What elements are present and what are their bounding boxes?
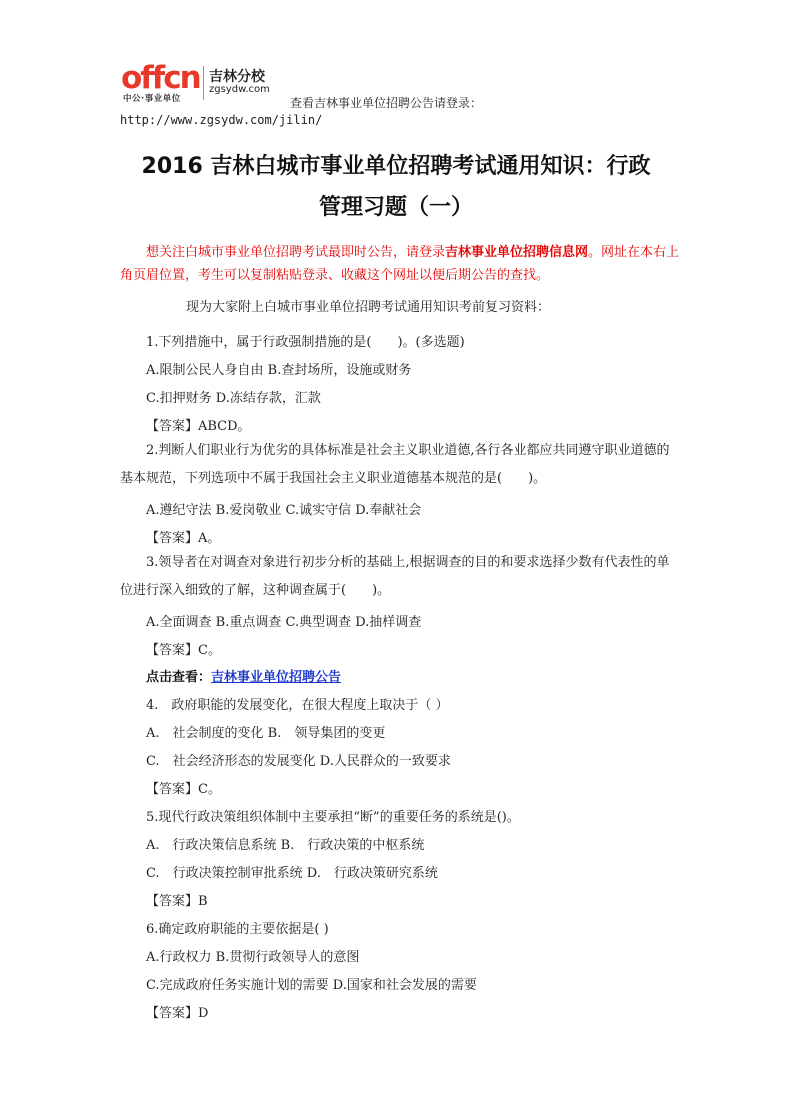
- q2-text: 2.判断人们职业行为优劣的具体标准是社会主义职业道德,各行各业都应共同遵守职业道德的基本规范，下列选项中不属于我国社会主义职业道德基本规范的是( )。: [120, 443, 670, 486]
- q3-options: A.全面调查 B.重点调查 C.典型调查 D.抽样调查: [146, 615, 422, 630]
- q6-options-a: A.行政权力 B.贯彻行政领导人的意图: [146, 950, 360, 965]
- q4-text: 4. 政府职能的发展变化，在很大程度上取决于（ ）: [146, 698, 449, 713]
- q2-answer: 【答案】A。: [146, 531, 221, 546]
- q1-options-b: C.扣押财务 D.冻结存款，汇款: [146, 391, 321, 406]
- q6-options-b: C.完成政府任务实施计划的需要 D.国家和社会发展的需要: [146, 978, 477, 993]
- q6-text: 6.确定政府职能的主要依据是( ): [146, 922, 329, 937]
- link-lead: [146, 666, 341, 685]
- intro-subline: 现为大家附上白城市事业单位招聘考试通用知识考前复习资料：: [186, 300, 551, 315]
- intro-part2: 。网址在本右上角页眉位置，考生可以复制粘贴登录、收藏这个网址以便后期公告的查找。: [120, 245, 680, 283]
- q6-answer: 【答案】D: [146, 1006, 209, 1021]
- header-note: 查看吉林事业单位招聘公告请登录：: [290, 96, 483, 110]
- logo-mark: offcn: [121, 60, 200, 96]
- q4-options-b: C. 社会经济形态的发展变化 D.人民群众的一致要求: [146, 754, 451, 769]
- q5-answer: 【答案】B: [146, 894, 208, 909]
- q5-options-a: A. 行政决策信息系统 B. 行政决策的中枢系统: [146, 838, 425, 853]
- intro-site-name[interactable]: 吉林事业单位招聘信息网: [445, 245, 589, 260]
- q5-text: 5.现代行政决策组织体制中主要承担“断”的重要任务的系统是()。: [146, 810, 520, 825]
- q1-text: 1.下列措施中，属于行政强制措施的是( )。(多选题): [146, 335, 465, 350]
- q1-answer: 【答案】ABCD。: [146, 419, 251, 434]
- q1-options-a: A.限制公民人身自由 B.查封场所，设施或财务: [146, 363, 412, 378]
- q3-answer: 【答案】C。: [146, 643, 221, 658]
- logo-divider: [203, 66, 204, 100]
- logo-branch: 吉林分校: [209, 69, 265, 85]
- page-title-line2: 管理习题（一）: [318, 195, 473, 220]
- logo-subtitle: 中公·事业单位: [123, 94, 181, 104]
- intro-paragraph: [120, 241, 680, 287]
- page-title-line1: 2016 吉林白城市事业单位招聘考试通用知识：行政: [141, 154, 651, 179]
- q5-options-b: C. 行政决策控制审批系统 D. 行政决策研究系统: [146, 866, 438, 881]
- intro-part1: 想关注白城市事业单位招聘考试最即时公告，请登录: [146, 245, 446, 260]
- offcn-logo: [121, 62, 281, 106]
- q2-options: A.遵纪守法 B.爱岗敬业 C.诚实守信 D.奉献社会: [146, 503, 422, 518]
- q3-text: 3.领导者在对调查对象进行初步分析的基础上,根据调查的目的和要求选择少数有代表性的单位进行深入细致的了解，这种调查属于( )。: [120, 555, 670, 598]
- q4-options-a: A. 社会制度的变化 B. 领导集团的变更: [146, 726, 386, 741]
- q4-answer: 【答案】C。: [146, 782, 221, 797]
- announcement-link[interactable]: 吉林事业单位招聘公告: [211, 670, 342, 685]
- header-url[interactable]: http://www.zgsydw.com/jilin/: [120, 113, 323, 127]
- link-lead-label: 点击查看：: [146, 670, 212, 685]
- logo-site: zgsydw.com: [209, 84, 270, 95]
